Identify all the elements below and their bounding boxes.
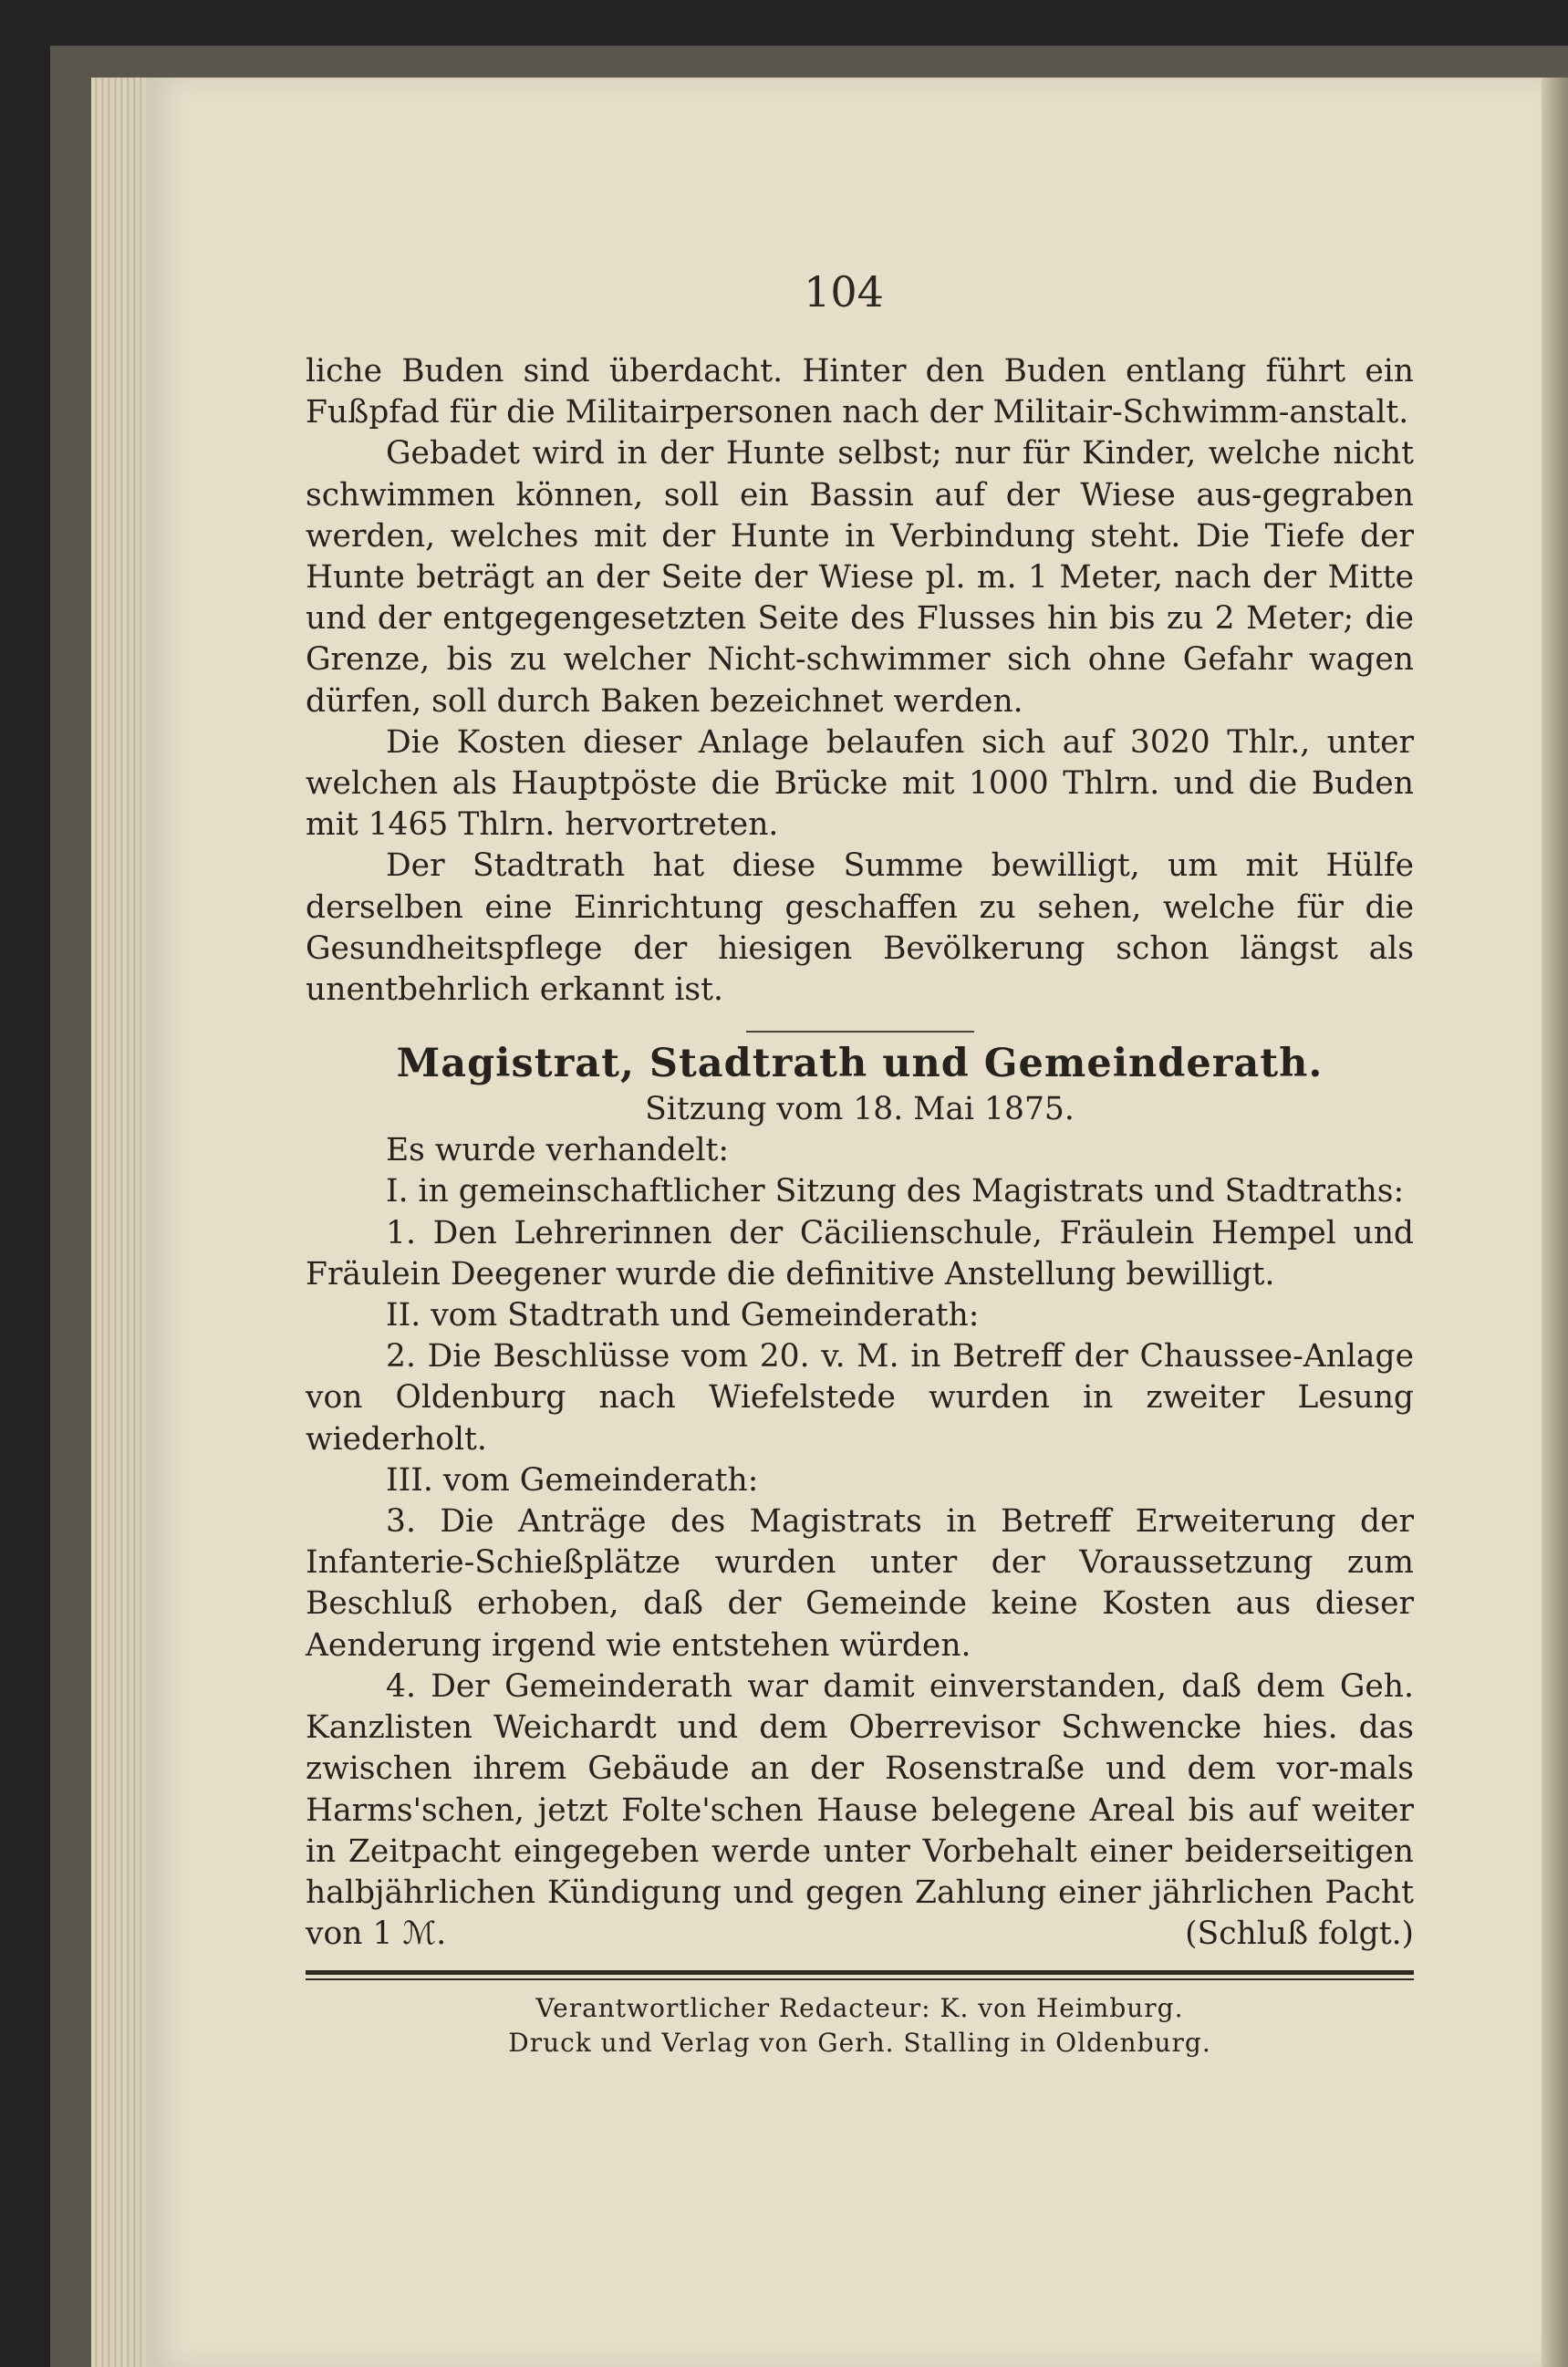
- footer-rules: [306, 1970, 1414, 1980]
- paragraph-approval: Der Stadtrath hat diese Summe bewilligt, um mit Hülfe derselben eine Einrichtung geschaffen zu sehen, welche für die Gesundheitspflege der hiesigen Bevölkerung schon längst als unentbehrlich erkannt ist.: [306, 847, 1414, 1009]
- continuation-note: (Schluß folgt.): [1185, 1915, 1414, 1953]
- section-divider: [746, 1031, 974, 1033]
- heading-council: II. vom Stadtrath und Gemeinderath:: [386, 1297, 980, 1334]
- paragraph-continuation: liche Buden sind überdacht. Hinter den Buden entlang führt ein Fußpfad für die Militairpersonen nach der Militair-Schwimm-anstalt.: [306, 353, 1414, 431]
- editor-line: Verantwortlicher Redacteur: K. von Heimburg.: [535, 1993, 1184, 2023]
- item-2: 2. Die Beschlüsse vom 20. v. M. in Betreff der Chaussee-Anlage von Oldenburg nach Wiefelstede wurden in zweiter Lesung wiederholt.: [306, 1338, 1414, 1458]
- heading-municipal-council: III. vom Gemeinderath:: [386, 1461, 759, 1499]
- paragraph-bathing: Gebadet wird in der Hunte selbst; nur für Kinder, welche nicht schwimmen können, soll ein Bassin auf der Wiese aus-gegraben werden, welches mit der Hunte in Verbindung steht. Die Tiefe der Hunte beträgt an der Seite der Wiese pl. m. 1 Meter, nach der Mitte und der entgegengesetzten Seite des Flusses hin bis zu 2 Meter; die Grenze, bis zu welcher Nicht-schwimmer sich ohne Gefahr wagen dürfen, soll durch Baken bezeichnet werden.: [306, 435, 1414, 720]
- item-1: 1. Den Lehrerinnen der Cäcilienschule, Fräulein Hempel und Fräulein Deegener wurde die definitive Anstellung bewilligt.: [306, 1214, 1414, 1293]
- imprint: [306, 1991, 1414, 2061]
- item-3: 3. Die Anträge des Magistrats in Betreff Erweiterung der Infanterie-Schießplätze wurden unter der Voraussetzung zum Beschluß erhoben, daß der Gemeinde keine Kosten aus dieser Aenderung irgend wie entstehen würden.: [306, 1503, 1414, 1664]
- footer-rule-thin: [306, 1978, 1414, 1980]
- item-4-text: 4. Der Gemeinderath war damit einverstanden, daß dem Geh. Kanzlisten Weichardt und dem Oberrevisor Schwencke hies. das zwischen ihrem Gebäude an der Rosenstraße und dem vor-mals Harms'schen, jetzt Folte'schen Hause belegene Areal bis auf weiter in Zeitpacht eingegeben werde unter Vorbehalt einer beiderseitigen halbjährlichen Kündigung und gegen Zahlung einer jährlichen Pacht von 1 ℳ.: [306, 1667, 1414, 1953]
- session-date: Sitzung vom 18. Mai 1875.: [645, 1091, 1075, 1128]
- minutes-intro: Es wurde verhandelt:: [386, 1132, 729, 1169]
- page-number: 104: [804, 267, 884, 317]
- paragraph-costs: Die Kosten dieser Anlage belaufen sich auf 3020 Thlr., unter welchen als Hauptpöste die Brücke mit 1000 Thlrn. und die Buden mit 1465 Thlrn. hervortreten.: [306, 723, 1414, 844]
- printer-line: Druck und Verlag von Gerh. Stalling in Oldenburg.: [508, 2028, 1211, 2058]
- footer-rule-thick: [306, 1970, 1414, 1975]
- page-curl-shadow: [1542, 78, 1568, 2367]
- page-body: [306, 351, 1414, 1955]
- item-4: [306, 1666, 1414, 1955]
- section-title: Magistrat, Stadtrath und Gemeinderath.: [396, 1041, 1324, 1087]
- heading-joint-session: I. in gemeinschaftlicher Sitzung des Magistrats und Stadtraths:: [386, 1173, 1405, 1210]
